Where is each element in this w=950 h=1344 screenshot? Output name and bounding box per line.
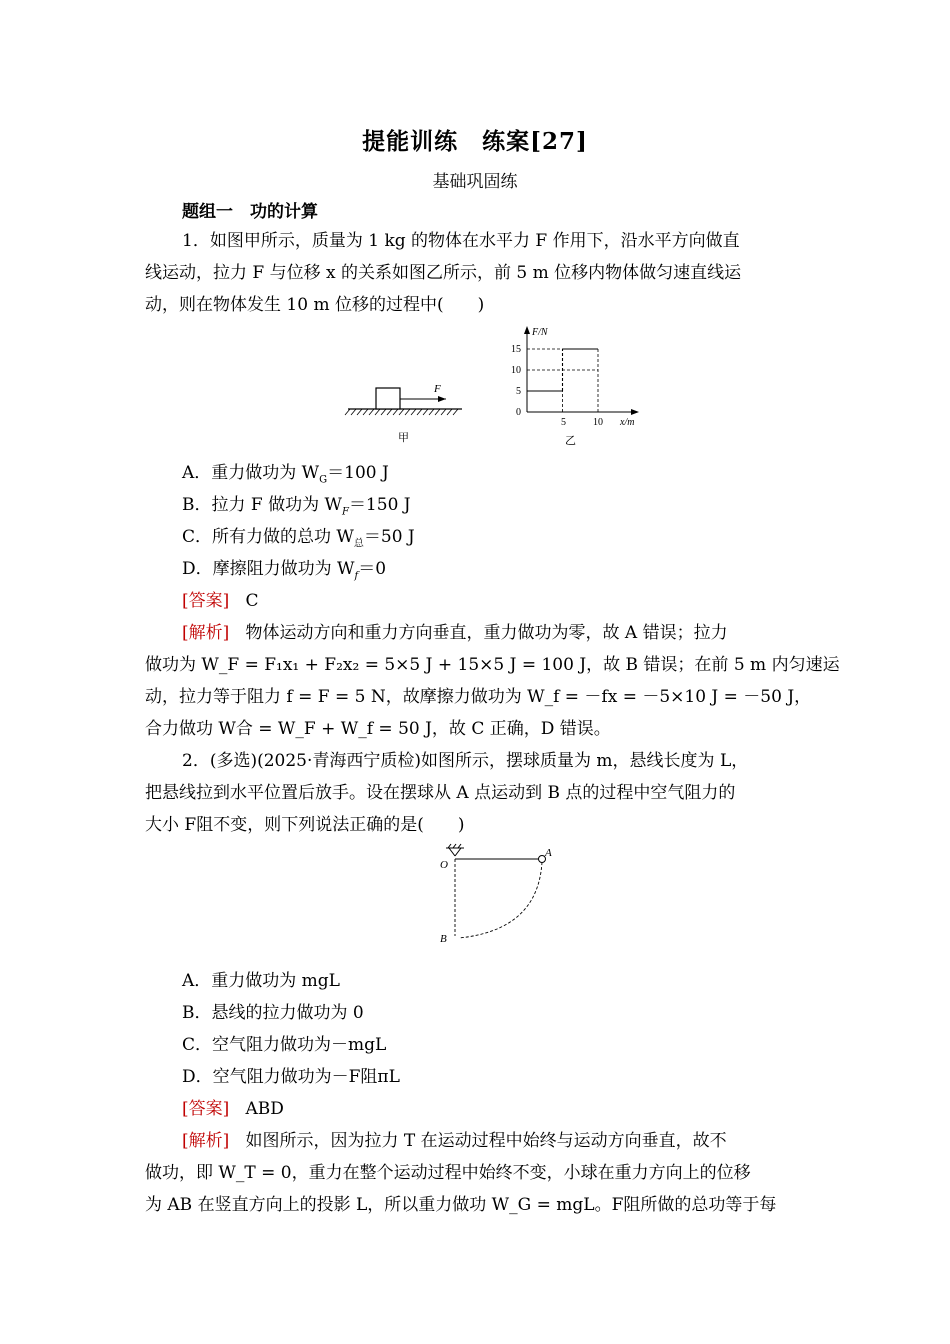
answer-value: ABD [245,1099,284,1119]
answer-value: C [245,591,259,611]
y-tick-0: 0 [516,407,521,418]
analysis-tag: [解析] [182,623,230,643]
answer-tag: [答案] [182,591,230,611]
figure-b-caption: 乙 [565,435,576,447]
x-tick-5: 5 [561,417,566,428]
q2-option-a: A．重力做功为 mgL [182,971,340,991]
q2-line-1: 2．(多选)(2025·青海西宁质检)如图所示，摆球质量为 m，悬线长度为 L， [182,751,749,771]
q1-analysis-1: [解析] 物体运动方向和重力方向垂直，重力做功为零，故 A 错误；拉力 [182,623,728,643]
block [376,388,400,409]
q2-pendulum-figure [430,842,565,954]
q1-option-c: C．所有力做的总功 $W_总=50$ J [182,527,415,550]
q1-figure-a [340,370,470,450]
q2-line-3: 大小 F阻不变，则下列说法正确的是( ) [145,815,465,835]
analysis-tag: [解析] [182,1131,230,1151]
label-a: A [545,847,552,859]
q2-line-2: 把悬线拉到水平位置后放手。设在摆球从 A 点运动到 B 点的过程中空气阻力的 [145,783,736,803]
label-b: B [440,933,447,945]
y-tick-10: 10 [511,365,521,376]
q1-option-b: B．拉力 F 做功为 $W_F=150$ J [182,495,411,518]
q1-figure-b [505,322,650,450]
force-label: F [434,383,441,395]
q1-line-2: 线运动，拉力 F 与位移 x 的关系如图乙所示，前 5 m 位移内物体做匀速直线运 [145,263,742,283]
q2-analysis-2: 做功，即 W_T = 0，重力在整个运动过程中始终不变，小球在重力方向上的位移 [145,1163,751,1183]
q2-analysis-3: 为 AB 在竖直方向上的投影 L，所以重力做功 W_G = mgL。F阻所做的总功等于每 [145,1195,777,1215]
q2-option-b: B．悬线的拉力做功为 0 [182,1003,364,1023]
y-tick-15: 15 [511,344,521,355]
arc-path [459,862,542,938]
q1-option-a: A．重力做功为 $W_G=100$ J [182,463,389,486]
q1-analysis-4: 合力做功 W合 = W_F + W_f = 50 J，故 C 正确，D 错误。 [145,719,611,739]
y-tick-5: 5 [516,386,521,397]
q2-option-c: C．空气阻力做功为－mgL [182,1035,387,1055]
q2-option-d: D．空气阻力做功为－F阻πL [182,1067,400,1087]
figure-a-caption: 甲 [398,432,409,444]
x-axis-label: x/m [620,417,635,428]
q2-analysis-1: [解析] 如图所示，因为拉力 T 在运动过程中始终与运动方向垂直，故不 [182,1131,727,1151]
x-tick-10: 10 [593,417,603,428]
q2-answer [182,1094,284,1119]
q1-line-3: 动，则在物体发生 10 m 位移的过程中( ) [145,295,485,315]
q1-answer [182,586,259,611]
page-subtitle: 基础巩固练 [432,172,518,192]
answer-tag: [答案] [182,1099,230,1119]
q1-analysis-2: 做功为 W_F = F₁x₁ + F₂x₂ = 5×5 J + 15×5 J = 100 J，故 B 错误；在前 5 m 内匀速运 [145,655,840,675]
page-title: 提能训练 练案[27] [362,128,588,155]
q1-line-1: 1．如图甲所示，质量为 1 kg 的物体在水平力 F 作用下，沿水平方向做直 [182,231,740,251]
section-heading: 题组一 功的计算 [182,202,318,222]
y-axis-label: F/N [532,327,548,338]
label-o: O [440,859,448,871]
q1-analysis-3: 动，拉力等于阻力 f = F = 5 N，故摩擦力做功为 W_f = －fx = －5×10 J = －50 J， [145,687,812,707]
q1-option-d: D．摩擦阻力做功为 $W_f=0$ [182,559,387,582]
